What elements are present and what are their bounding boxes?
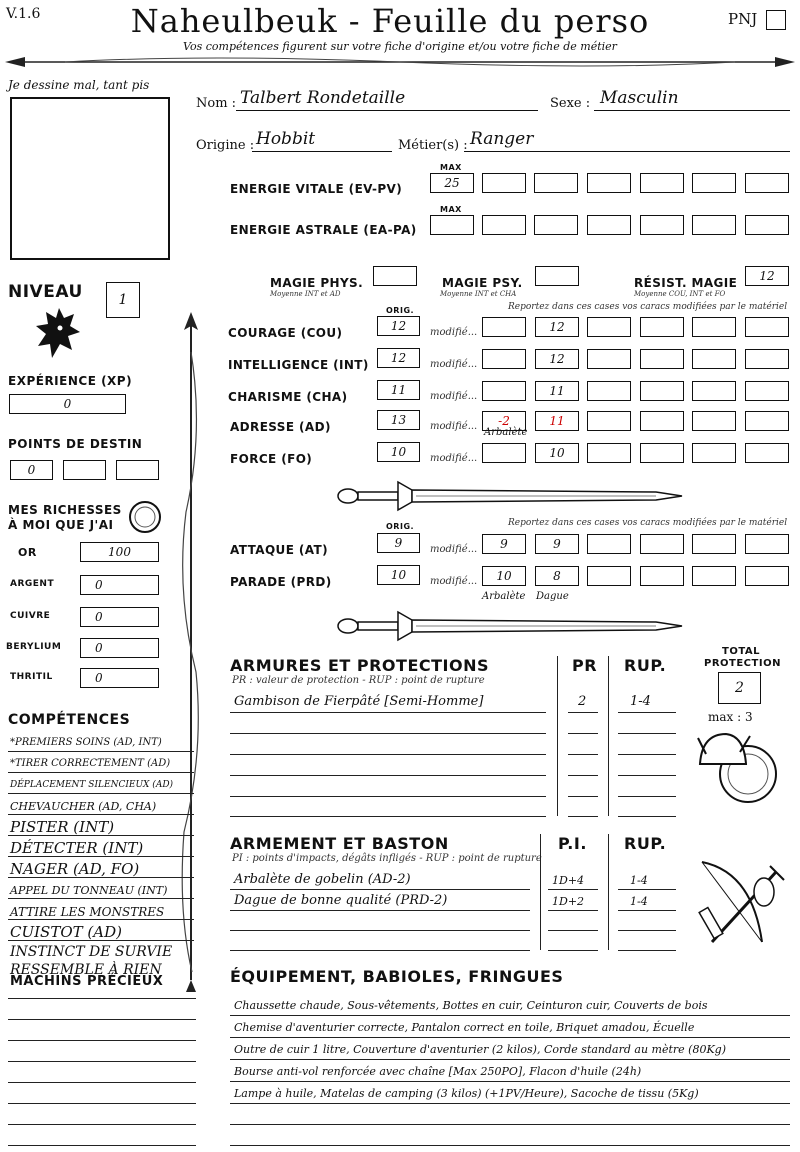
sword-icon xyxy=(336,606,686,646)
courage-extra-box[interactable] xyxy=(640,317,684,337)
attaque-mod-box[interactable]: 9 xyxy=(482,534,526,554)
total-protection-label: TOTAL PROTECTION xyxy=(704,646,781,669)
charisme-label: CHARISME (CHA) xyxy=(228,390,348,404)
arme-line[interactable] xyxy=(230,889,530,890)
adresse-extra-box[interactable] xyxy=(692,411,736,431)
equipement-line[interactable] xyxy=(230,1145,790,1146)
resist-magie-label: RÉSIST. MAGIE xyxy=(634,276,738,290)
equipement-line-text: Outre de cuir 1 litre, Couverture d'aventurier (2 kilos), Corde standard au mètre (80Kg) xyxy=(234,1043,727,1056)
sword-icon xyxy=(336,476,686,516)
experience-box[interactable]: 0 xyxy=(9,394,126,414)
arme-pi: 1D+4 xyxy=(552,874,585,887)
equipement-line-text: Chemise d'aventurier correcte, Pantalon correct en toile, Briquet amadou, Écuelle xyxy=(234,1021,695,1034)
parade-note-arbalete: Arbalète xyxy=(482,591,526,602)
intelligence-orig-box[interactable]: 12 xyxy=(377,348,420,368)
parade-extra-box[interactable] xyxy=(587,566,631,586)
adresse-mod-note: Arbalète xyxy=(484,427,528,438)
competence-line[interactable] xyxy=(8,898,194,899)
competence-item: NAGER (AD, FO) xyxy=(10,860,140,878)
dragon-icon xyxy=(34,304,84,364)
competence-line[interactable] xyxy=(8,877,194,878)
richesses-label-2: À MOI QUE J'AI xyxy=(8,518,114,532)
arme-line[interactable] xyxy=(230,930,530,931)
metier-value: Ranger xyxy=(470,129,534,149)
niveau-label: NIVEAU xyxy=(8,282,83,302)
equipement-title: ÉQUIPEMENT, BABIOLES, FRINGUES xyxy=(230,967,564,986)
metier-label: Métier(s) : xyxy=(398,138,468,153)
ev-label: ENERGIE VITALE (EV-PV) xyxy=(230,182,403,196)
attaque-modifie: modifié... xyxy=(430,544,478,555)
intelligence-label: INTELLIGENCE (INT) xyxy=(228,358,369,372)
arme-line[interactable] xyxy=(618,950,676,951)
armement-col-pi: P.I. xyxy=(558,834,587,853)
armure-name: Gambison de Fierpâté [Semi-Homme] xyxy=(234,694,484,709)
arme-pi: 1D+2 xyxy=(552,895,585,908)
competence-item: APPEL DU TONNEAU (INT) xyxy=(10,884,168,897)
ea-max-box[interactable] xyxy=(430,215,474,235)
armure-line[interactable] xyxy=(230,712,546,713)
armure-line[interactable] xyxy=(230,796,546,797)
magie-psy-note: Moyenne INT et CHA xyxy=(440,290,517,298)
adresse-orig-box[interactable]: 13 xyxy=(377,410,420,430)
machins-line[interactable] xyxy=(8,1145,196,1146)
ea-box[interactable] xyxy=(587,215,631,235)
berylium-label: BERYLIUM xyxy=(6,642,62,652)
arme-line[interactable] xyxy=(618,910,676,911)
thritil-label: THRITIL xyxy=(10,672,53,682)
charisme-extra-box[interactable] xyxy=(640,381,684,401)
or-box[interactable]: 100 xyxy=(80,542,159,562)
equipement-line[interactable] xyxy=(230,1037,790,1038)
cuivre-label: CUIVRE xyxy=(10,611,51,621)
machins-line[interactable] xyxy=(8,1040,196,1041)
competence-line[interactable] xyxy=(8,940,194,941)
courage-extra-box[interactable] xyxy=(745,317,789,337)
competences-title: COMPÉTENCES xyxy=(8,712,131,728)
sexe-value: Masculin xyxy=(600,88,679,108)
arme-line[interactable] xyxy=(548,950,598,951)
ev-box[interactable] xyxy=(534,173,578,193)
ev-box[interactable] xyxy=(482,173,526,193)
competence-line[interactable] xyxy=(8,919,194,920)
adresse-mod-box[interactable]: -2 xyxy=(482,411,526,431)
force-final-box[interactable]: 10 xyxy=(535,443,579,463)
attaque-extra-box[interactable] xyxy=(692,534,736,554)
machins-line[interactable] xyxy=(8,1061,196,1062)
sexe-label: Sexe : xyxy=(550,96,591,111)
ev-box[interactable] xyxy=(587,173,631,193)
armement-subtitle: PI : points d'impacts, dégâts infligés - RUP : point de rupture xyxy=(232,853,542,864)
armure-line[interactable] xyxy=(568,712,598,713)
armure-line[interactable] xyxy=(568,733,598,734)
competence-line[interactable] xyxy=(8,814,194,815)
spear-divider-icon xyxy=(5,54,795,70)
charisme-final-box[interactable]: 11 xyxy=(535,381,579,401)
attaque-label: ATTAQUE (AT) xyxy=(230,543,328,557)
parade-mod-box[interactable]: 10 xyxy=(482,566,526,586)
destin-box[interactable] xyxy=(116,460,159,480)
attaque-extra-box[interactable] xyxy=(587,534,631,554)
armement-col-rup: RUP. xyxy=(624,834,667,853)
armure-line[interactable] xyxy=(568,796,598,797)
charisme-extra-box[interactable] xyxy=(587,381,631,401)
charisme-extra-box[interactable] xyxy=(745,381,789,401)
armure-line[interactable] xyxy=(230,816,546,817)
version-label: V.1.6 xyxy=(6,6,41,22)
coin-icon xyxy=(128,500,162,534)
force-extra-box[interactable] xyxy=(640,443,684,463)
magie-psy-label: MAGIE PSY. xyxy=(442,276,523,290)
destin-label: POINTS DE DESTIN xyxy=(8,437,143,451)
armure-line[interactable] xyxy=(230,733,546,734)
courage-label: COURAGE (COU) xyxy=(228,326,343,340)
competence-item: ATTIRE LES MONSTRES xyxy=(10,905,165,919)
carac-orig-label: ORIG. xyxy=(386,306,415,315)
adresse-extra-box[interactable] xyxy=(587,411,631,431)
total-protection-max: max : 3 xyxy=(708,710,753,724)
header-subtitle: Vos compétences figurent sur votre fiche d'origine et/ou votre fiche de métier xyxy=(183,40,617,53)
armure-line[interactable] xyxy=(618,754,676,755)
argent-label: ARGENT xyxy=(10,579,55,589)
arme-line[interactable] xyxy=(548,930,598,931)
origine-label: Origine : xyxy=(196,138,255,153)
competence-item: DÉPLACEMENT SILENCIEUX (AD) xyxy=(10,780,174,790)
charisme-extra-box[interactable] xyxy=(692,381,736,401)
destin-box[interactable] xyxy=(63,460,106,480)
parade-final-box[interactable]: 8 xyxy=(535,566,579,586)
ea-box[interactable] xyxy=(640,215,684,235)
attaque-orig-box[interactable]: 9 xyxy=(377,533,420,553)
armure-line[interactable] xyxy=(230,775,546,776)
ev-box[interactable] xyxy=(640,173,684,193)
destin-box[interactable]: 0 xyxy=(10,460,53,480)
competence-item: CUISTOT (AD) xyxy=(10,923,122,941)
competence-item: *TIRER CORRECTEMENT (AD) xyxy=(10,758,171,769)
competence-line[interactable] xyxy=(8,751,194,752)
origine-value: Hobbit xyxy=(256,129,316,149)
attaque-extra-box[interactable] xyxy=(745,534,789,554)
competence-line[interactable] xyxy=(8,856,194,857)
arme-rup: 1-4 xyxy=(630,895,648,908)
intelligence-mod-box[interactable] xyxy=(482,349,526,369)
armure-rup: 1-4 xyxy=(630,694,651,709)
competence-line[interactable] xyxy=(8,835,194,836)
arme-line[interactable] xyxy=(548,889,598,890)
armure-line[interactable] xyxy=(618,775,676,776)
armure-line[interactable] xyxy=(568,754,598,755)
ev-max-label: MAX xyxy=(440,163,462,172)
adresse-final-box[interactable]: 11 xyxy=(535,411,579,431)
armement-col-divider xyxy=(608,834,609,950)
equipement-line-text: Lampe à huile, Matelas de camping (3 kilos) (+1PV/Heure), Sacoche de tissu (5Kg) xyxy=(234,1087,699,1100)
equipement-line-text: Chaussette chaude, Sous-vêtements, Bottes en cuir, Ceinturon cuir, Couverts de bois xyxy=(234,999,708,1012)
courage-modifie: modifié... xyxy=(430,327,478,338)
competence-item: INSTINCT DE SURVIE xyxy=(10,944,173,960)
magie-phys-label: MAGIE PHYS. xyxy=(270,276,364,290)
arme-line[interactable] xyxy=(230,910,530,911)
adresse-modifie: modifié... xyxy=(430,421,478,432)
cuivre-box[interactable]: 0 xyxy=(80,607,159,627)
machins-line[interactable] xyxy=(8,1103,196,1104)
ev-max-box[interactable]: 25 xyxy=(430,173,474,193)
force-orig-box[interactable]: 10 xyxy=(377,442,420,462)
armure-line[interactable] xyxy=(568,816,598,817)
armement-title: ARMEMENT ET BASTON xyxy=(230,834,449,853)
machins-line[interactable] xyxy=(8,1082,196,1083)
armures-col-divider xyxy=(557,656,558,816)
equipement-line[interactable] xyxy=(230,1059,790,1060)
parade-label: PARADE (PRD) xyxy=(230,575,332,589)
courage-final-box[interactable]: 12 xyxy=(535,317,579,337)
arme-name: Arbalète de gobelin (AD-2) xyxy=(234,872,411,887)
magie-psy-box[interactable] xyxy=(535,266,579,286)
machins-line[interactable] xyxy=(8,998,196,999)
force-extra-box[interactable] xyxy=(587,443,631,463)
pnj-label: PNJ xyxy=(728,10,758,28)
equipement-line-text: Bourse anti-vol renforcée avec chaîne [Max 250PO], Flacon d'huile (24h) xyxy=(234,1065,642,1078)
equipement-line[interactable] xyxy=(230,1103,790,1104)
armures-col-pr: PR xyxy=(572,656,598,675)
ea-label: ENERGIE ASTRALE (EA-PA) xyxy=(230,223,417,237)
courage-extra-box[interactable] xyxy=(692,317,736,337)
courage-orig-box[interactable]: 12 xyxy=(377,316,420,336)
competence-item: PISTER (INT) xyxy=(10,818,115,836)
armure-line[interactable] xyxy=(618,712,676,713)
nom-value: Talbert Rondetaille xyxy=(240,88,406,108)
arme-line[interactable] xyxy=(618,889,676,890)
force-extra-box[interactable] xyxy=(745,443,789,463)
ea-box[interactable] xyxy=(692,215,736,235)
parade-extra-box[interactable] xyxy=(692,566,736,586)
combat-orig-label: ORIG. xyxy=(386,522,415,531)
machins-line[interactable] xyxy=(8,1124,196,1125)
equipement-line[interactable] xyxy=(230,1124,790,1125)
competence-line[interactable] xyxy=(8,772,194,773)
force-label: FORCE (FO) xyxy=(230,452,313,466)
attaque-final-box[interactable]: 9 xyxy=(535,534,579,554)
armure-line[interactable] xyxy=(230,754,546,755)
adresse-label: ADRESSE (AD) xyxy=(230,420,331,434)
machins-line[interactable] xyxy=(8,1019,196,1020)
competence-item: *PREMIERS SOINS (AD, INT) xyxy=(10,737,162,748)
ea-max-label: MAX xyxy=(440,205,462,214)
force-extra-box[interactable] xyxy=(692,443,736,463)
armure-line[interactable] xyxy=(618,733,676,734)
competence-item: CHEVAUCHER (AD, CHA) xyxy=(10,800,157,813)
berylium-box[interactable]: 0 xyxy=(80,638,159,658)
portrait-caption: Je dessine mal, tant pis xyxy=(8,78,150,92)
arme-line[interactable] xyxy=(618,930,676,931)
armures-col-rup: RUP. xyxy=(624,656,667,675)
armure-pr: 2 xyxy=(578,694,587,709)
ev-box[interactable] xyxy=(745,173,789,193)
machins-title: MACHINS PRÉCIEUX xyxy=(10,974,164,989)
arme-name: Dague de bonne qualité (PRD-2) xyxy=(234,893,448,908)
charisme-mod-box[interactable] xyxy=(482,381,526,401)
total-protection-box[interactable]: 2 xyxy=(718,672,761,704)
intelligence-extra-box[interactable] xyxy=(745,349,789,369)
page-title: Naheulbeuk - Feuille du perso xyxy=(130,2,650,40)
intelligence-extra-box[interactable] xyxy=(587,349,631,369)
resist-magie-box[interactable]: 12 xyxy=(745,266,789,286)
armement-col-divider xyxy=(540,834,541,950)
parade-extra-box[interactable] xyxy=(745,566,789,586)
armure-line[interactable] xyxy=(568,775,598,776)
ea-box[interactable] xyxy=(534,215,578,235)
armures-title: ARMURES ET PROTECTIONS xyxy=(230,656,489,675)
adresse-extra-box[interactable] xyxy=(745,411,789,431)
force-modifie: modifié... xyxy=(430,453,478,464)
ea-box[interactable] xyxy=(745,215,789,235)
resist-magie-note: Moyenne COU, INT et FO xyxy=(634,290,726,298)
helmet-shield-icon xyxy=(694,724,780,816)
adresse-extra-box[interactable] xyxy=(640,411,684,431)
arme-line[interactable] xyxy=(230,950,530,951)
carac-note: Reportez dans ces cases vos caracs modifiées par le matériel xyxy=(508,302,788,312)
competence-line[interactable] xyxy=(8,793,194,794)
combat-note: Reportez dans ces cases vos caracs modifiées par le matériel xyxy=(508,518,788,528)
argent-box[interactable]: 0 xyxy=(80,575,159,595)
niveau-box[interactable]: 1 xyxy=(106,282,140,318)
equipement-line[interactable] xyxy=(230,1015,790,1016)
portrait-box[interactable] xyxy=(10,97,170,260)
vertical-spear-icon xyxy=(178,312,204,992)
competence-item: RESSEMBLE À RIEN xyxy=(10,962,162,978)
arme-rup: 1-4 xyxy=(630,874,648,887)
equipement-line[interactable] xyxy=(230,1081,790,1082)
intelligence-modifie: modifié... xyxy=(430,359,478,370)
ev-box[interactable] xyxy=(692,173,736,193)
magie-phys-note: Moyenne INT et AD xyxy=(270,290,341,298)
armure-line[interactable] xyxy=(618,796,676,797)
parade-modifie: modifié... xyxy=(430,576,478,587)
armure-line[interactable] xyxy=(618,816,676,817)
intelligence-final-box[interactable]: 12 xyxy=(535,349,579,369)
or-label: OR xyxy=(18,546,37,559)
magie-phys-box[interactable] xyxy=(373,266,417,286)
parade-extra-box[interactable] xyxy=(640,566,684,586)
weapons-icon xyxy=(692,852,788,952)
courage-extra-box[interactable] xyxy=(587,317,631,337)
charisme-orig-box[interactable]: 11 xyxy=(377,380,420,400)
armures-subtitle: PR : valeur de protection - RUP : point de rupture xyxy=(232,675,485,686)
armures-col-divider xyxy=(608,656,609,816)
pnj-checkbox[interactable] xyxy=(766,10,786,30)
attaque-extra-box[interactable] xyxy=(640,534,684,554)
ea-box[interactable] xyxy=(482,215,526,235)
parade-orig-box[interactable]: 10 xyxy=(377,565,420,585)
thritil-box[interactable]: 0 xyxy=(80,668,159,688)
experience-label: EXPÉRIENCE (XP) xyxy=(8,374,133,388)
arme-line[interactable] xyxy=(548,910,598,911)
charisme-modifie: modifié... xyxy=(430,391,478,402)
force-mod-box[interactable] xyxy=(482,443,526,463)
intelligence-extra-box[interactable] xyxy=(640,349,684,369)
nom-label: Nom : xyxy=(196,96,237,111)
parade-note-dague: Dague xyxy=(536,591,569,602)
intelligence-extra-box[interactable] xyxy=(692,349,736,369)
richesses-label-1: MES RICHESSES xyxy=(8,503,122,517)
courage-mod-box[interactable] xyxy=(482,317,526,337)
competence-item: DÉTECTER (INT) xyxy=(10,839,144,857)
